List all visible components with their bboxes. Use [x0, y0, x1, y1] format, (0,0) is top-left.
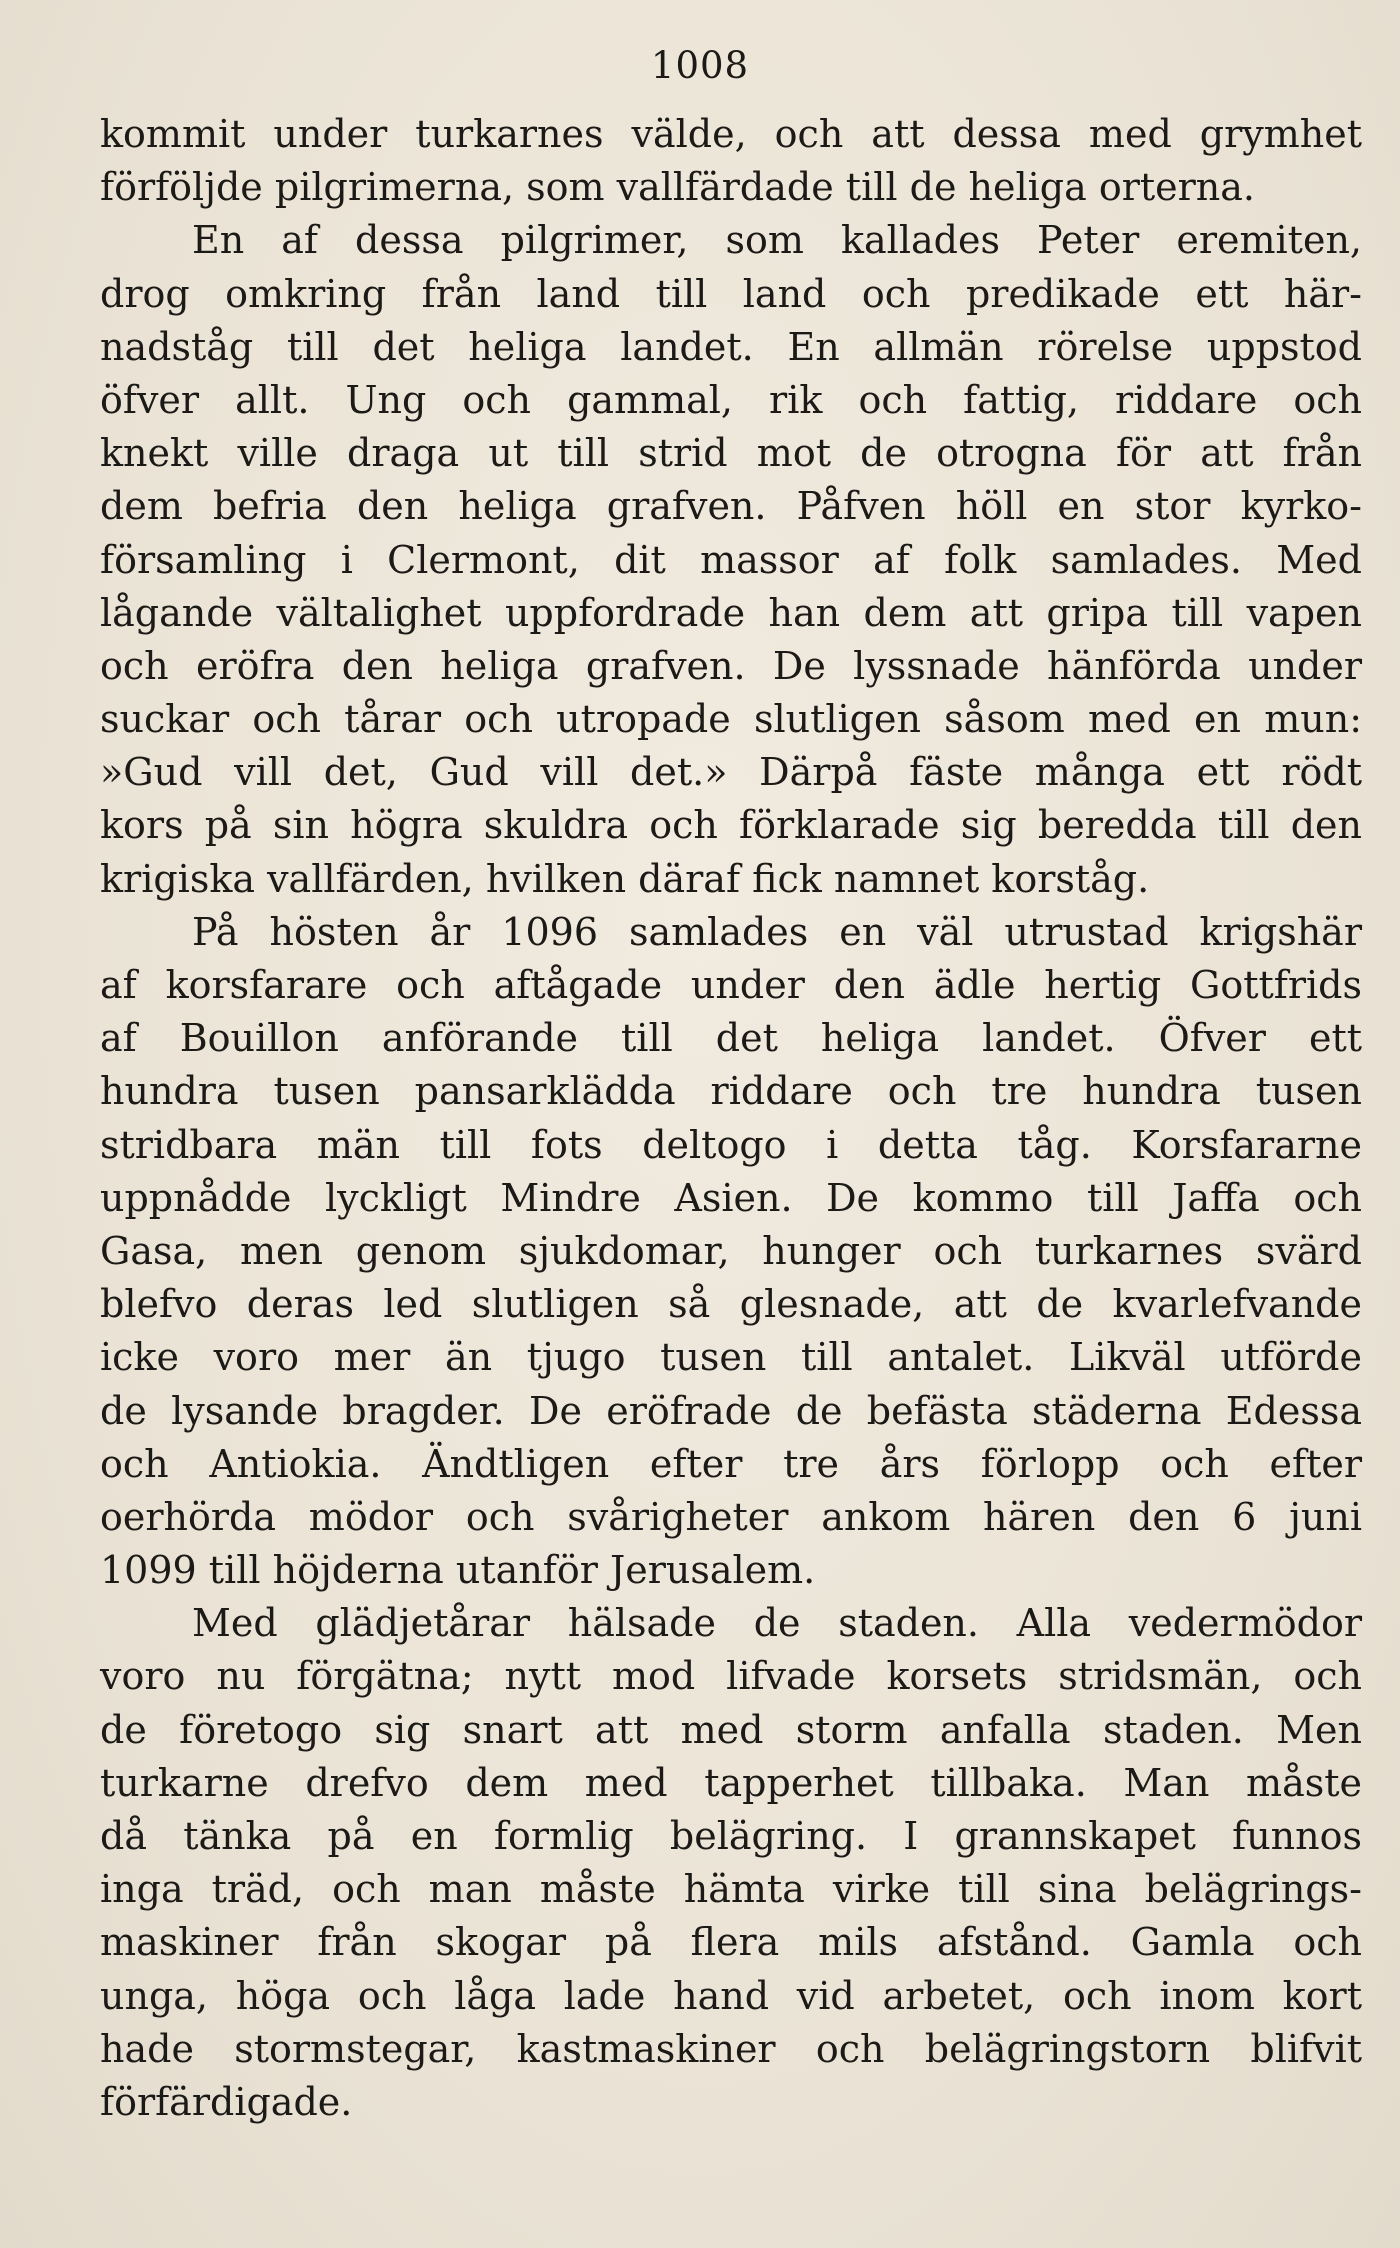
text-line: suckar och tårar och utropade slutligen såsom med en mun:: [100, 697, 1362, 742]
text-line: voro nu förgätna; nytt mod lifvade korsets stridsmän, och: [100, 1654, 1362, 1699]
text-line: En af dessa pilgrimer, som kallades Peter eremiten,: [192, 218, 1362, 263]
text-line: de lysande bragder. De eröfrade de befästa städerna Edessa: [100, 1388, 1362, 1433]
text-line: inga träd, och man måste hämta virke till sina belägrings-: [100, 1867, 1362, 1912]
text-line: hade stormstegar, kastmaskiner och belägringstorn blifvit: [100, 2026, 1362, 2071]
text-line: oerhörda mödor och svårigheter ankom hären den 6 juni: [100, 1494, 1362, 1539]
text-line: icke voro mer än tjugo tusen till antalet. Likväl utförde: [100, 1335, 1362, 1380]
text-line: knekt ville draga ut till strid mot de otrogna för att från: [100, 431, 1362, 476]
text-line: lågande vältalighet uppfordrade han dem att gripa till vapen: [100, 590, 1362, 635]
text-line: krigiska vallfärden, hvilken däraf fick namnet korståg.: [100, 856, 1150, 901]
text-line: drog omkring från land till land och predikade ett här-: [100, 271, 1362, 316]
text-line: kommit under turkarnes välde, och att dessa med grymhet: [100, 112, 1362, 156]
text-line: hundra tusen pansarklädda riddare och tre hundra tusen: [100, 1069, 1362, 1114]
text-line: På hösten år 1096 samlades en väl utrustad krigshär: [192, 909, 1362, 954]
text-line: förföljde pilgrimerna, som vallfärdade till de heliga orterna.: [100, 165, 1256, 210]
text-line: och eröfra den heliga grafven. De lyssnade hänförda under: [100, 643, 1362, 688]
text-line: »Gud vill det, Gud vill det.» Därpå fäste många ett rödt: [100, 750, 1362, 795]
text-line: då tänka på en formlig belägring. I grannskapet funnos: [100, 1814, 1362, 1858]
text-line: dem befria den heliga grafven. Påfven höll en stor kyrko-: [100, 484, 1362, 529]
page-number: 1008: [650, 44, 750, 87]
text-line: stridbara män till fots deltogo i detta tåg. Korsfararne: [100, 1122, 1362, 1167]
text-line: 1099 till höjderna utanför Jerusalem.: [100, 1548, 816, 1593]
text-line: turkarne drefvo dem med tapperhet tillbaka. Man måste: [100, 1760, 1362, 1805]
text-line: nadståg till det heliga landet. En allmän rörelse uppstod: [100, 324, 1362, 369]
text-line: förfärdigade.: [100, 2079, 353, 2124]
text-line: unga, höga och låga lade hand vid arbetet, och inom kort: [100, 1973, 1362, 2018]
text-line: af korsfarare och aftågade under den ädle hertig Gottfrids: [100, 963, 1362, 1007]
text-line: Gasa, men genom sjukdomar, hunger och turkarnes svärd: [100, 1228, 1362, 1273]
text-line: öfver allt. Ung och gammal, rik och fattig, riddare och: [100, 377, 1362, 422]
text-line: blefvo deras led slutligen så glesnade, att de kvarlefvande: [100, 1282, 1362, 1327]
text-line: kors på sin högra skuldra och förklarade sig beredda till den: [100, 803, 1362, 848]
text-line: Med glädjetårar hälsade de staden. Alla vedermödor: [192, 1601, 1362, 1646]
body-text: [100, 108, 1362, 2129]
text-line: uppnådde lyckligt Mindre Asien. De kommo till Jaffa och: [100, 1175, 1362, 1220]
text-line: maskiner från skogar på flera mils afstånd. Gamla och: [100, 1920, 1362, 1965]
text-line: församling i Clermont, dit massor af folk samlades. Med: [100, 537, 1362, 582]
text-line: de företogo sig snart att med storm anfalla staden. Men: [100, 1707, 1362, 1752]
text-line: af Bouillon anförande till det heliga landet. Öfver ett: [100, 1016, 1362, 1061]
text-line: och Antiokia. Ändtligen efter tre års förlopp och efter: [100, 1441, 1362, 1486]
